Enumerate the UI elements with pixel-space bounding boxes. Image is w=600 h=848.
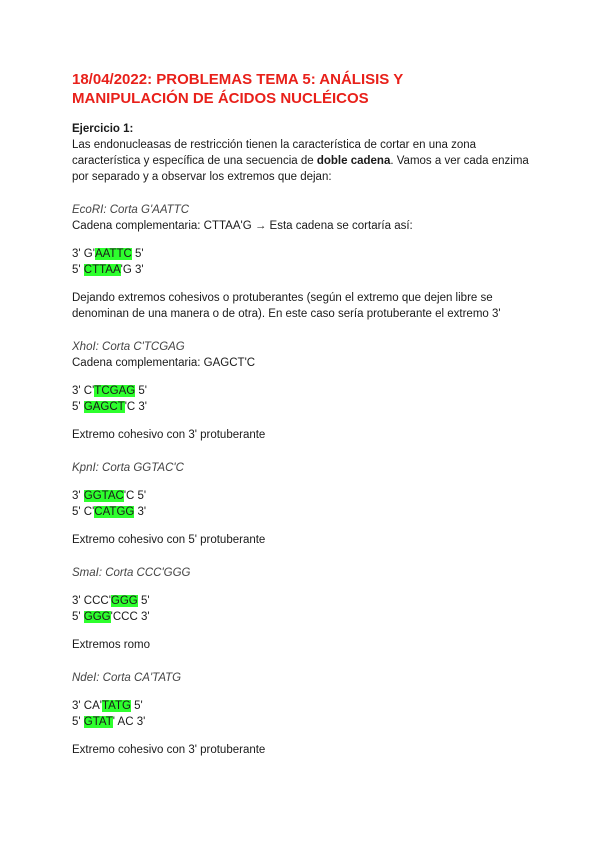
highlight: GAGCT xyxy=(83,401,125,413)
strand-text: 3' xyxy=(72,490,84,502)
kpni-title: KpnI: Corta GGTAC'C xyxy=(72,462,184,474)
strand-text: 5' xyxy=(72,716,84,728)
strand-text: 3' G' xyxy=(72,248,95,260)
highlight: GGG xyxy=(110,595,138,607)
strand-text: 3' C' xyxy=(72,385,95,397)
kpni-strand-3 xyxy=(72,488,532,504)
strand-text: 'C 5' xyxy=(123,490,147,502)
highlight: GGG xyxy=(83,611,111,623)
strand-text: 5' xyxy=(135,385,147,397)
xhoi-note: Extremo cohesivo con 3' protuberante xyxy=(72,429,266,441)
document-page xyxy=(72,70,532,758)
ndei-note: Extremo cohesivo con 3' protuberante xyxy=(72,744,266,756)
smai-strand-3 xyxy=(72,593,532,609)
intro-bold: doble cadena xyxy=(316,155,391,167)
highlight: GGTAC xyxy=(83,490,124,502)
exercise-heading: Ejercicio 1: xyxy=(72,123,134,135)
strand-text: 'CCC 3' xyxy=(110,611,150,623)
strand-text: 5' xyxy=(137,595,150,607)
ecori-complement: Cadena complementaria: CTTAA'G → Esta cadena se cortaría así: xyxy=(72,220,413,232)
intro-text-end: . Vamos a ver cada enzima por separado y a observar los extremos que dejan: xyxy=(72,155,529,183)
xhoi-strand-5 xyxy=(72,399,532,415)
highlight: GTAT xyxy=(83,716,113,728)
strand-text: ' AC 3' xyxy=(112,716,146,728)
highlight: CATGG xyxy=(94,506,135,518)
strand-text: 'C 3' xyxy=(124,401,147,413)
highlight: TATG xyxy=(101,700,131,712)
smai-strand-5 xyxy=(72,609,532,625)
strand-text: 3' xyxy=(134,506,147,518)
page-title: 18/04/2022: PROBLEMAS TEMA 5: ANÁLISIS Y MANIPULACIÓN DE ÁCIDOS NUCLÉICOS xyxy=(72,71,403,107)
smai-note: Extremos romo xyxy=(72,639,150,651)
strand-text: 5' xyxy=(72,611,84,623)
xhoi-strand-3 xyxy=(72,383,532,399)
smai-title: SmaI: Corta CCC'GGG xyxy=(72,567,191,579)
kpni-strand-5 xyxy=(72,504,532,520)
strand-text: 'G 3' xyxy=(120,264,144,276)
exercise-intro xyxy=(72,137,532,185)
xhoi-title: XhoI: Corta C'TCGAG xyxy=(72,341,185,353)
intro-text: Las endonucleasas de restricción tienen la característica de cortar en una zona característica y específica de una secuencia de xyxy=(72,139,477,167)
strand-text: 5' xyxy=(72,401,84,413)
strand-text: 3' CA' xyxy=(72,700,102,712)
ndei-title: NdeI: Corta CA'TATG xyxy=(72,672,182,684)
ndei-strand-5 xyxy=(72,714,532,730)
ecori-note: Dejando extremos cohesivos o protuberantes (según el extremo que dejen libre se denominan de una manera o de otra). En este caso sería protuberante el extremo 3' xyxy=(72,292,501,320)
strand-text: 5' C' xyxy=(72,506,95,518)
ndei-strand-3 xyxy=(72,698,532,714)
xhoi-complement: Cadena complementaria: GAGCT'C xyxy=(72,357,256,369)
highlight: TCGAG xyxy=(94,385,136,397)
strand-text: 5' xyxy=(131,248,144,260)
strand-text: 5' xyxy=(130,700,143,712)
strand-text: 5' xyxy=(72,264,84,276)
ecori-title: EcoRI: Corta G'AATTC xyxy=(72,204,190,216)
ecori-strand-3 xyxy=(72,246,532,262)
strand-text: 3' CCC' xyxy=(72,595,111,607)
kpni-note: Extremo cohesivo con 5' protuberante xyxy=(72,534,266,546)
ecori-strand-5 xyxy=(72,262,532,278)
highlight: AATTC xyxy=(94,248,132,260)
highlight: CTTAA xyxy=(83,264,121,276)
